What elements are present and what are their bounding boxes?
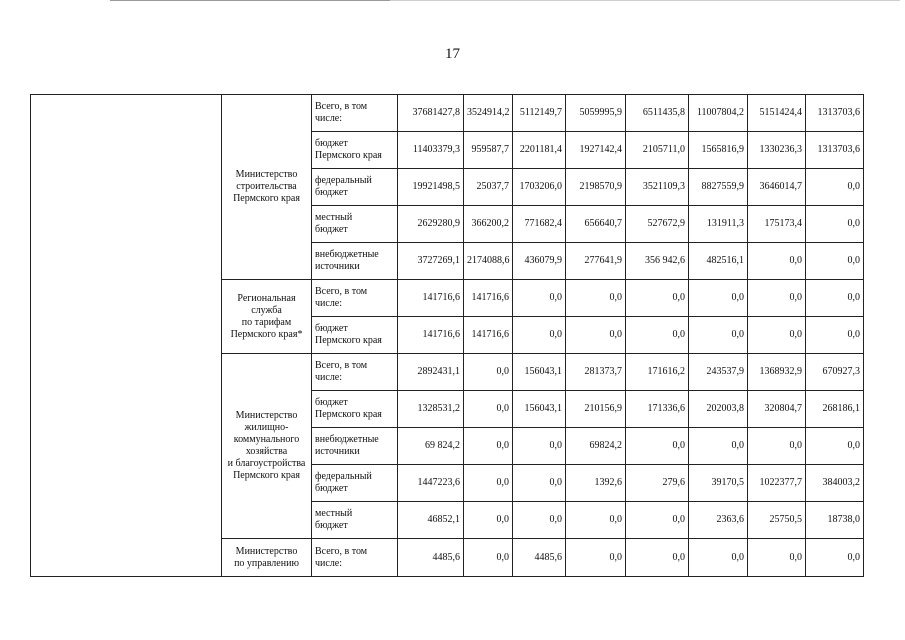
funding-source-line: бюджет bbox=[315, 224, 348, 235]
amount-cell: 0,0 bbox=[689, 317, 748, 354]
amount-cell: 0,0 bbox=[566, 280, 626, 317]
amount-cell: 0,0 bbox=[464, 465, 513, 502]
funding-source-line: Всего, в том bbox=[315, 286, 368, 297]
funding-source-line: числе: bbox=[315, 372, 343, 383]
amount-cell: 771682,4 bbox=[513, 206, 566, 243]
organization-cell bbox=[222, 354, 312, 539]
amount-cell: 1368932,9 bbox=[748, 354, 806, 391]
amount-cell: 0,0 bbox=[566, 502, 626, 539]
funding-source-line: бюджет bbox=[315, 323, 348, 334]
amount-cell: 171336,6 bbox=[626, 391, 689, 428]
amount-cell: 156043,1 bbox=[513, 354, 566, 391]
funding-source-cell bbox=[312, 428, 398, 465]
amount-cell: 0,0 bbox=[513, 502, 566, 539]
amount-cell: 1313703,6 bbox=[806, 95, 864, 132]
table-row bbox=[31, 95, 864, 132]
funding-source-line: местный bbox=[315, 508, 353, 519]
amount-cell: 0,0 bbox=[513, 428, 566, 465]
amount-cell: 69824,2 bbox=[566, 428, 626, 465]
amount-cell: 4485,6 bbox=[513, 539, 566, 577]
funding-source-line: местный bbox=[315, 212, 353, 223]
funding-source-line: внебюджетные bbox=[315, 249, 379, 260]
amount-cell: 670927,3 bbox=[806, 354, 864, 391]
amount-cell: 0,0 bbox=[513, 280, 566, 317]
funding-source-line: числе: bbox=[315, 298, 343, 309]
amount-cell: 141716,6 bbox=[464, 317, 513, 354]
organization-name-line: и благоустройства bbox=[227, 458, 306, 469]
amount-cell: 1447223,6 bbox=[398, 465, 464, 502]
amount-cell: 39170,5 bbox=[689, 465, 748, 502]
amount-cell: 0,0 bbox=[513, 465, 566, 502]
funding-source-cell bbox=[312, 132, 398, 169]
amount-cell: 0,0 bbox=[626, 502, 689, 539]
organization-name-line: по управлению bbox=[234, 557, 299, 569]
amount-cell: 0,0 bbox=[689, 428, 748, 465]
amount-cell: 19921498,5 bbox=[398, 169, 464, 206]
amount-cell: 18738,0 bbox=[806, 502, 864, 539]
funding-source-line: Пермского края bbox=[315, 150, 382, 161]
amount-cell: 0,0 bbox=[748, 317, 806, 354]
page-number: 17 bbox=[445, 46, 460, 62]
amount-cell: 0,0 bbox=[748, 280, 806, 317]
amount-cell: 0,0 bbox=[566, 317, 626, 354]
amount-cell: 0,0 bbox=[464, 502, 513, 539]
funding-source-cell bbox=[312, 280, 398, 317]
amount-cell: 210156,9 bbox=[566, 391, 626, 428]
organization-name-line: Министерство bbox=[235, 169, 298, 180]
amount-cell: 0,0 bbox=[748, 539, 806, 577]
amount-cell: 0,0 bbox=[806, 206, 864, 243]
amount-cell: 0,0 bbox=[806, 539, 864, 577]
organization-name-line: жилищно- bbox=[244, 422, 289, 433]
amount-cell: 4485,6 bbox=[398, 539, 464, 577]
amount-cell: 0,0 bbox=[689, 280, 748, 317]
amount-cell: 268186,1 bbox=[806, 391, 864, 428]
amount-cell: 320804,7 bbox=[748, 391, 806, 428]
amount-cell: 156043,1 bbox=[513, 391, 566, 428]
funding-source-cell bbox=[312, 317, 398, 354]
organization-name-line: Региональная bbox=[237, 292, 296, 304]
amount-cell: 0,0 bbox=[464, 428, 513, 465]
amount-cell: 37681427,8 bbox=[398, 95, 464, 132]
organization-name-line: строительства bbox=[236, 181, 297, 192]
amount-cell: 0,0 bbox=[806, 317, 864, 354]
amount-cell: 3727269,1 bbox=[398, 243, 464, 280]
amount-cell: 0,0 bbox=[513, 317, 566, 354]
funding-source-line: Пермского края bbox=[315, 335, 382, 346]
amount-cell: 171616,2 bbox=[626, 354, 689, 391]
amount-cell: 0,0 bbox=[464, 539, 513, 577]
amount-cell: 277641,9 bbox=[566, 243, 626, 280]
amount-cell: 1927142,4 bbox=[566, 132, 626, 169]
amount-cell: 141716,6 bbox=[464, 280, 513, 317]
amount-cell: 1703206,0 bbox=[513, 169, 566, 206]
amount-cell: 0,0 bbox=[626, 280, 689, 317]
amount-cell: 0,0 bbox=[626, 539, 689, 577]
organization-name-line: хозяйства bbox=[245, 446, 288, 457]
amount-cell: 527672,9 bbox=[626, 206, 689, 243]
amount-cell: 3646014,7 bbox=[748, 169, 806, 206]
organization-cell bbox=[222, 95, 312, 280]
amount-cell: 11403379,3 bbox=[398, 132, 464, 169]
amount-cell: 656640,7 bbox=[566, 206, 626, 243]
organization-name-line: Пермского края* bbox=[230, 328, 303, 340]
amount-cell: 366200,2 bbox=[464, 206, 513, 243]
amount-cell: 356 942,6 bbox=[626, 243, 689, 280]
amount-cell: 384003,2 bbox=[806, 465, 864, 502]
amount-cell: 1330236,3 bbox=[748, 132, 806, 169]
amount-cell: 5151424,4 bbox=[748, 95, 806, 132]
amount-cell: 3521109,3 bbox=[626, 169, 689, 206]
amount-cell: 0,0 bbox=[806, 428, 864, 465]
organization-name-line: служба bbox=[251, 304, 282, 316]
funding-source-cell bbox=[312, 465, 398, 502]
amount-cell: 1328531,2 bbox=[398, 391, 464, 428]
scan-edge-line bbox=[390, 0, 900, 1]
amount-cell: 6511435,8 bbox=[626, 95, 689, 132]
funding-source-line: бюджет bbox=[315, 187, 348, 198]
amount-cell: 2174088,6 bbox=[464, 243, 513, 280]
organization-cell bbox=[222, 280, 312, 354]
funding-source-line: бюджет bbox=[315, 483, 348, 494]
amount-cell: 0,0 bbox=[464, 391, 513, 428]
amount-cell: 243537,9 bbox=[689, 354, 748, 391]
funding-source-cell bbox=[312, 169, 398, 206]
organization-name-line: Министерство bbox=[235, 545, 298, 557]
amount-cell: 25750,5 bbox=[748, 502, 806, 539]
funding-source-cell bbox=[312, 206, 398, 243]
organization-name-line: коммунального bbox=[233, 434, 300, 445]
amount-cell: 1022377,7 bbox=[748, 465, 806, 502]
amount-cell: 2629280,9 bbox=[398, 206, 464, 243]
funding-source-cell bbox=[312, 502, 398, 539]
amount-cell: 11007804,2 bbox=[689, 95, 748, 132]
amount-cell: 279,6 bbox=[626, 465, 689, 502]
amount-cell: 69 824,2 bbox=[398, 428, 464, 465]
amount-cell: 2201181,4 bbox=[513, 132, 566, 169]
funding-source-line: федеральный bbox=[315, 471, 372, 482]
program-name-cell bbox=[31, 95, 222, 577]
amount-cell: 2363,6 bbox=[689, 502, 748, 539]
funding-source-cell bbox=[312, 391, 398, 428]
amount-cell: 202003,8 bbox=[689, 391, 748, 428]
funding-source-line: Всего, в том bbox=[315, 101, 368, 112]
amount-cell: 141716,6 bbox=[398, 280, 464, 317]
organization-name-line: Пермского края bbox=[233, 470, 300, 481]
amount-cell: 1565816,9 bbox=[689, 132, 748, 169]
funding-source-line: бюджет bbox=[315, 520, 348, 531]
amount-cell: 281373,7 bbox=[566, 354, 626, 391]
funding-source-line: Всего, в том bbox=[315, 360, 368, 371]
amount-cell: 2105711,0 bbox=[626, 132, 689, 169]
amount-cell: 8827559,9 bbox=[689, 169, 748, 206]
organization-name-line: Пермского края bbox=[233, 193, 300, 204]
amount-cell: 0,0 bbox=[806, 169, 864, 206]
amount-cell: 141716,6 bbox=[398, 317, 464, 354]
organization-name-line: Министерство bbox=[235, 410, 298, 421]
funding-source-line: числе: bbox=[315, 113, 343, 124]
amount-cell: 482516,1 bbox=[689, 243, 748, 280]
funding-source-line: источники bbox=[315, 446, 360, 457]
amount-cell: 3524914,2 bbox=[464, 95, 513, 132]
funding-source-line: бюджет bbox=[315, 397, 348, 408]
amount-cell: 25037,7 bbox=[464, 169, 513, 206]
funding-source-line: Всего, в том bbox=[315, 545, 368, 557]
organization-name-line: по тарифам bbox=[241, 316, 292, 328]
funding-source-line: бюджет bbox=[315, 138, 348, 149]
funding-source-line: числе: bbox=[315, 557, 343, 569]
amount-cell: 2198570,9 bbox=[566, 169, 626, 206]
amount-cell: 436079,9 bbox=[513, 243, 566, 280]
amount-cell: 2892431,1 bbox=[398, 354, 464, 391]
funding-source-line: внебюджетные bbox=[315, 434, 379, 445]
amount-cell: 0,0 bbox=[689, 539, 748, 577]
amount-cell: 1313703,6 bbox=[806, 132, 864, 169]
amount-cell: 5112149,7 bbox=[513, 95, 566, 132]
amount-cell: 0,0 bbox=[806, 280, 864, 317]
funding-source-cell bbox=[312, 95, 398, 132]
amount-cell: 0,0 bbox=[626, 317, 689, 354]
amount-cell: 0,0 bbox=[748, 243, 806, 280]
amount-cell: 0,0 bbox=[748, 428, 806, 465]
organization-cell bbox=[222, 539, 312, 577]
budget-table bbox=[30, 94, 864, 577]
amount-cell: 131911,3 bbox=[689, 206, 748, 243]
amount-cell: 0,0 bbox=[566, 539, 626, 577]
amount-cell: 0,0 bbox=[806, 243, 864, 280]
amount-cell: 175173,4 bbox=[748, 206, 806, 243]
funding-source-line: источники bbox=[315, 261, 360, 272]
amount-cell: 959587,7 bbox=[464, 132, 513, 169]
funding-source-cell bbox=[312, 539, 398, 577]
funding-source-line: федеральный bbox=[315, 175, 372, 186]
amount-cell: 0,0 bbox=[626, 428, 689, 465]
amount-cell: 1392,6 bbox=[566, 465, 626, 502]
funding-source-line: Пермского края bbox=[315, 409, 382, 420]
funding-source-cell bbox=[312, 354, 398, 391]
funding-source-cell bbox=[312, 243, 398, 280]
amount-cell: 46852,1 bbox=[398, 502, 464, 539]
amount-cell: 5059995,9 bbox=[566, 95, 626, 132]
amount-cell: 0,0 bbox=[464, 354, 513, 391]
